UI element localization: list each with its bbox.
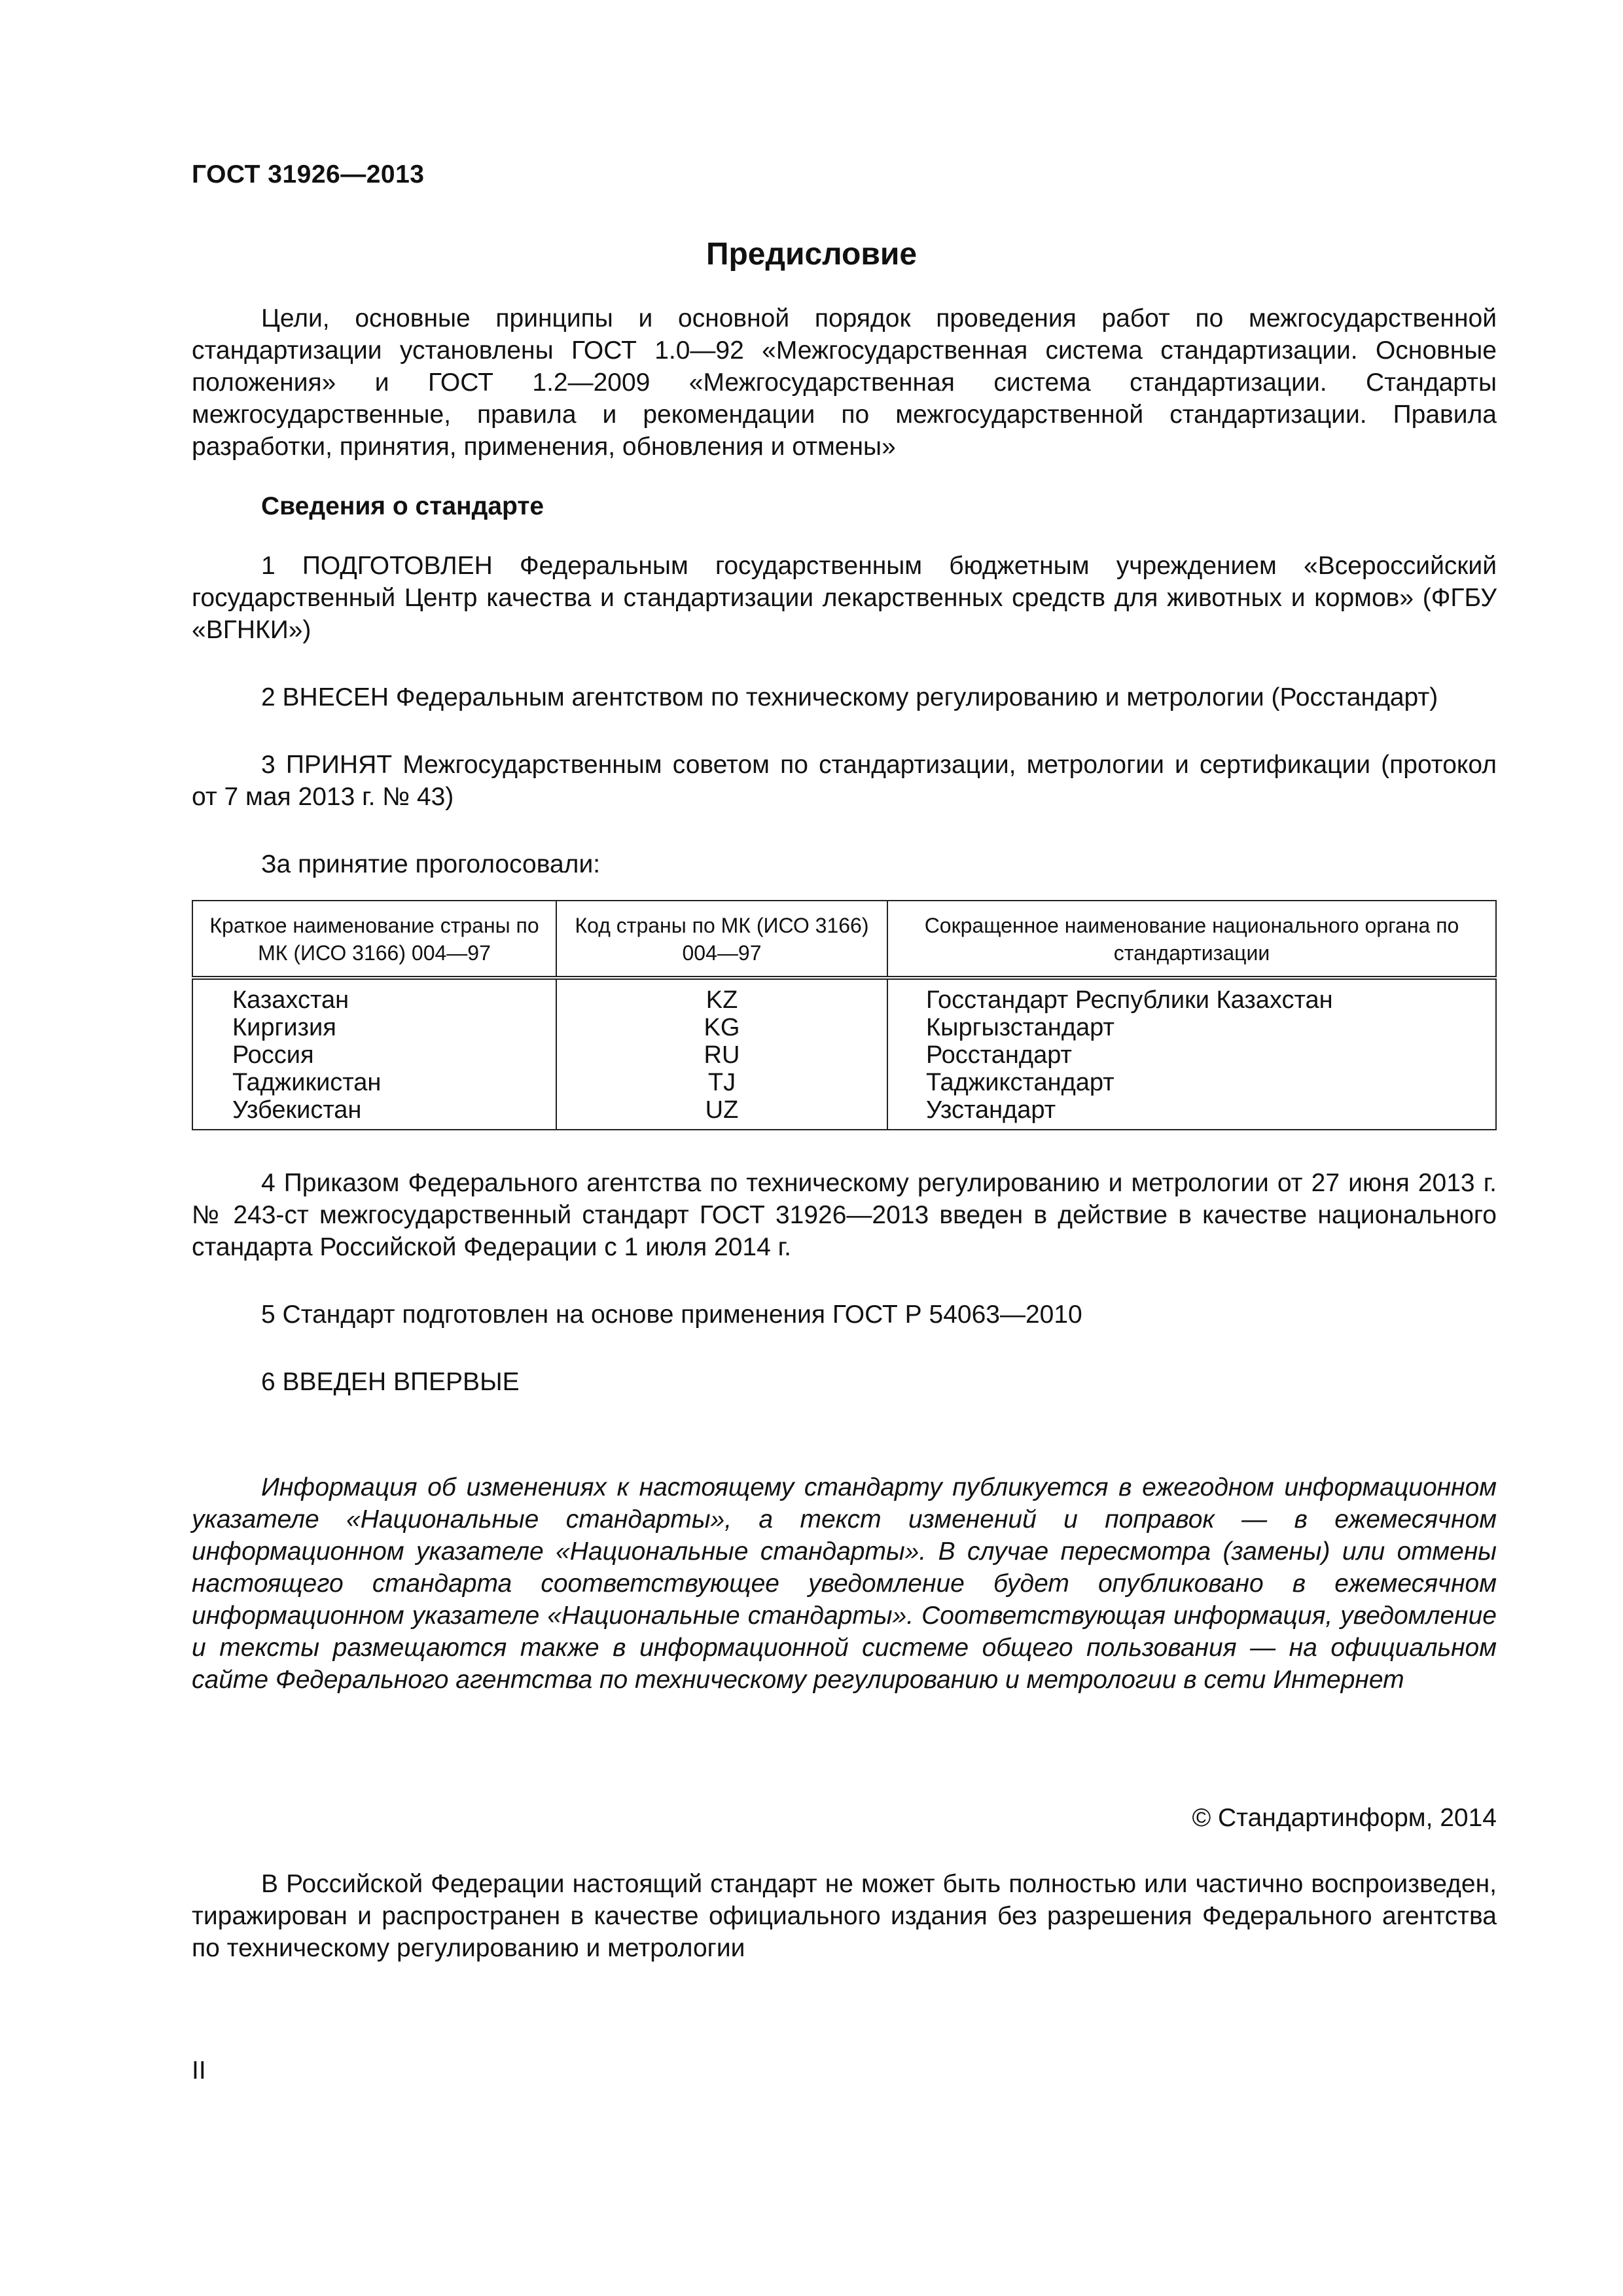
rights-notice: В Российской Федерации настоящий стандарт не может быть полностью или частично воспроизведен, тиражирован и распространен в качестве официального издания без разрешения Федерального агентства по техническому регулированию и метрологии [192, 1870, 1497, 1962]
table-row [192, 978, 1496, 1014]
item-first-introduced: 6 ВВЕДЕН ВПЕРВЫЕ [261, 1368, 520, 1396]
changes-notice: Информация об изменениях к настоящему стандарту публикуется в ежегодном информационном указателе «Национальные стандарты», а текст изменений и поправок — в ежемесячном информационном указателе «Национальные стандарты». В случае пересмотра (замены) или отмены настоящего стандарта соответствующее уведомление будет опубликовано в ежемесячном информационном указателе «Национальные стандарты». Соответствующая информация, уведомление и тексты размещаются также в информационной системе общего пользования — на официальном сайте Федерального агентства по техническому регулированию и метрологии в сети Интернет [192, 1473, 1497, 1694]
country-code-cell: KG [556, 1014, 887, 1041]
info-heading: Сведения о стандарте [261, 492, 544, 520]
country-name-cell: Казахстан [192, 978, 556, 1014]
country-code-cell: TJ [556, 1069, 887, 1096]
item-basis: 5 Стандарт подготовлен на основе применения ГОСТ Р 54063—2010 [261, 1300, 1082, 1329]
table-row [192, 1096, 1496, 1130]
item-enacted: 4 Приказом Федерального агентства по техническому регулированию и метрологии от 27 июня 2013 г. № 243-ст межгосударственный стандарт ГОСТ 31926—2013 введен в действие в качестве национального стандарта Российской Федерации с 1 июля 2014 г. [192, 1169, 1497, 1261]
national-body-cell: Узстандарт [926, 1096, 1056, 1124]
country-code-cell: RU [556, 1041, 887, 1069]
country-name-cell: Киргизия [192, 1014, 556, 1041]
page-number: II [192, 2056, 206, 2085]
table-header-national-body: Сокращенное наименование национального органа по стандартизации [887, 901, 1496, 978]
national-body-cell: Госстандарт Республики Казахстан [926, 986, 1333, 1014]
table-row [192, 1041, 1496, 1069]
document-body [192, 302, 1497, 1964]
country-code-cell: KZ [556, 978, 887, 1014]
national-body-cell: Росстандарт [926, 1041, 1072, 1069]
page-title: Предисловие [705, 237, 918, 272]
countries-table [192, 900, 1497, 1130]
table-header-row [192, 901, 1496, 978]
table-row [192, 1014, 1496, 1041]
item-prepared: 1 ПОДГОТОВЛЕН Федеральным государственным бюджетным учреждением «Всероссийский государственный Центр качества и стандартизации лекарственных средств для животных и кормов» (ФГБУ «ВГНКИ») [192, 552, 1497, 644]
country-name-cell: Таджикистан [192, 1069, 556, 1096]
document-id: ГОСТ 31926—2013 [192, 160, 425, 188]
country-name-cell: Узбекистан [192, 1096, 556, 1130]
country-code-cell: UZ [556, 1096, 887, 1130]
item-adopted: 3 ПРИНЯТ Межгосударственным советом по стандартизации, метрологии и сертификации (протокол от 7 мая 2013 г. № 43) [192, 751, 1497, 811]
item-submitted: 2 ВНЕСЕН Федеральным агентством по техническому регулированию и метрологии (Росстандарт) [261, 683, 1438, 711]
table-header-country-name: Краткое наименование страны по МК (ИСО 3166) 004—97 [192, 901, 556, 978]
country-name-cell: Россия [192, 1041, 556, 1069]
copyright-line: © Стандартинформ, 2014 [1192, 1804, 1497, 1832]
intro-paragraph: Цели, основные принципы и основной порядок проведения работ по межгосударственной стандартизации установлены ГОСТ 1.0—92 «Межгосударственная система стандартизации. Основные положения» и ГОСТ 1.2—2009 «Межгосударственная система стандартизации. Стандарты межгосударственные, правила и рекомендации по межгосударственной стандартизации. Правила разработки, принятия, применения, обновления и отмены» [192, 304, 1497, 461]
national-body-cell: Кыргызстандарт [926, 1014, 1115, 1041]
table-row [192, 1069, 1496, 1096]
national-body-cell: Таджикстандарт [926, 1069, 1115, 1096]
voted-label: За принятие проголосовали: [261, 850, 601, 878]
table-header-country-code: Код страны по МК (ИСО 3166) 004—97 [556, 901, 887, 978]
